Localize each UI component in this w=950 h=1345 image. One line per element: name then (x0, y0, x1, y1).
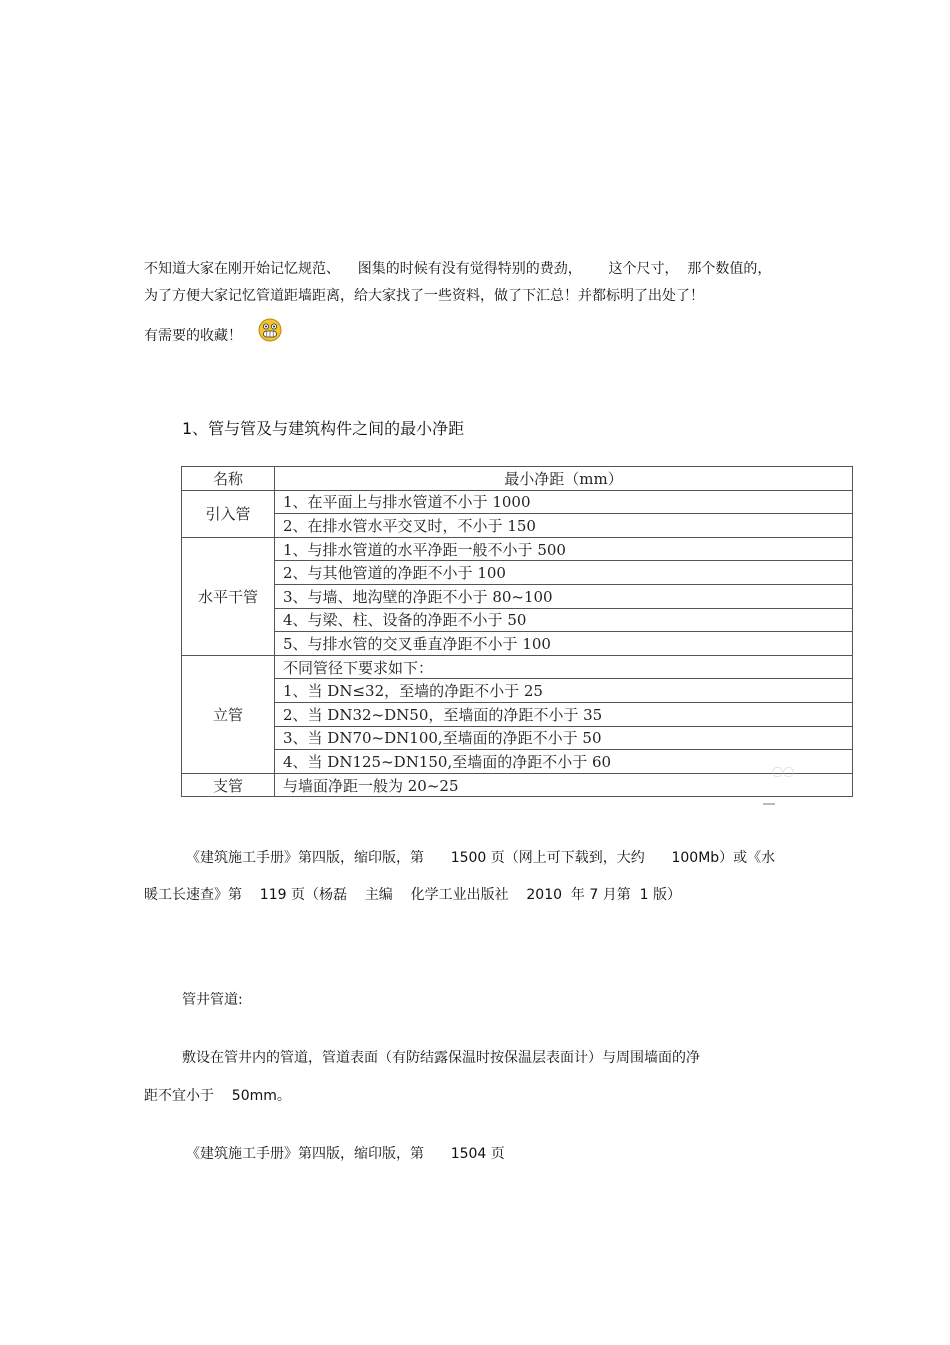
header-name-cell: 名称 (182, 467, 275, 491)
group-name-cell: 水平干管 (182, 537, 275, 655)
table-row (182, 726, 853, 750)
intro-line-1: 不知道大家在刚开始记忆规范、 图集的时候有没有觉得特别的费劲， 这个尺寸， 那个数值的， (144, 261, 772, 277)
group-name-cell: 立管 (182, 655, 275, 773)
section-1-title: 1、管与管及与建筑构件之间的最小净距 (182, 419, 465, 438)
table-cell: 1、当 DN≤32，至墙的净距不小于 25 (275, 679, 853, 703)
table-row (182, 537, 853, 561)
section-2-title: 管井管道: (182, 992, 243, 1008)
grinning-face-icon (258, 318, 282, 342)
reference-1-line-1: 《建筑施工手册》第四版，缩印版，第 1500 页（网上可下载到，大约 100Mb）或《水 (186, 850, 776, 866)
table-row (182, 750, 853, 774)
table-cell: 3、与墙、地沟壁的净距不小于 80~100 (275, 584, 853, 608)
table-cell: 2、与其他管道的净距不小于 100 (275, 561, 853, 585)
group-name-cell: 支管 (182, 773, 275, 797)
table-cell: 2、当 DN32~DN50，至墙面的净距不小于 35 (275, 702, 853, 726)
table-row (182, 490, 853, 514)
reference-1-line-2: 暖工长速查》第 119 页（杨磊 主编 化学工业出版社 2010 年 7 月第 1 版） (144, 887, 681, 903)
table-cell: 5、与排水管的交叉垂直净距不小于 100 (275, 632, 853, 656)
header-distance-cell: 最小净距（mm） (275, 467, 853, 491)
table-cell: 2、在排水管水平交叉时，不小于 150 (275, 514, 853, 538)
table-header-row (182, 467, 853, 491)
paragraph-2-line-1: 敷设在管井内的管道，管道表面（有防结露保温时按保温层表面计）与周围墙面的净 (182, 1050, 700, 1066)
table-row (182, 608, 853, 632)
table-row (182, 702, 853, 726)
paragraph-2-line-2: 距不宜小于 50mm。 (144, 1088, 291, 1104)
intro-line-3: 有需要的收藏！ (144, 328, 242, 344)
table-cell: 1、与排水管道的水平净距一般不小于 500 (275, 537, 853, 561)
reference-2: 《建筑施工手册》第四版，缩印版，第 1504 页 (186, 1146, 505, 1162)
scan-artifact: 〇〇 (772, 766, 794, 779)
table-cell: 4、与梁、柱、设备的净距不小于 50 (275, 608, 853, 632)
intro-line-2: 为了方便大家记忆管道距墙距离，给大家找了一些资料，做了下汇总！并都标明了出处了！ (144, 288, 704, 304)
table-cell: 不同管径下要求如下： (275, 655, 853, 679)
table-cell: 1、在平面上与排水管道不小于 1000 (275, 490, 853, 514)
table-row (182, 584, 853, 608)
table-row (182, 561, 853, 585)
scan-artifact-line (763, 803, 775, 805)
table-row (182, 773, 853, 797)
table-cell: 与墙面净距一般为 20~25 (275, 773, 853, 797)
table-row (182, 655, 853, 679)
table-row (182, 514, 853, 538)
clearance-table (181, 466, 853, 797)
table-row (182, 679, 853, 703)
table-cell: 3、当 DN70~DN100,至墙面的净距不小于 50 (275, 726, 853, 750)
table-row (182, 632, 853, 656)
table-cell: 4、当 DN125~DN150,至墙面的净距不小于 60 (275, 750, 853, 774)
group-name-cell: 引入管 (182, 490, 275, 537)
